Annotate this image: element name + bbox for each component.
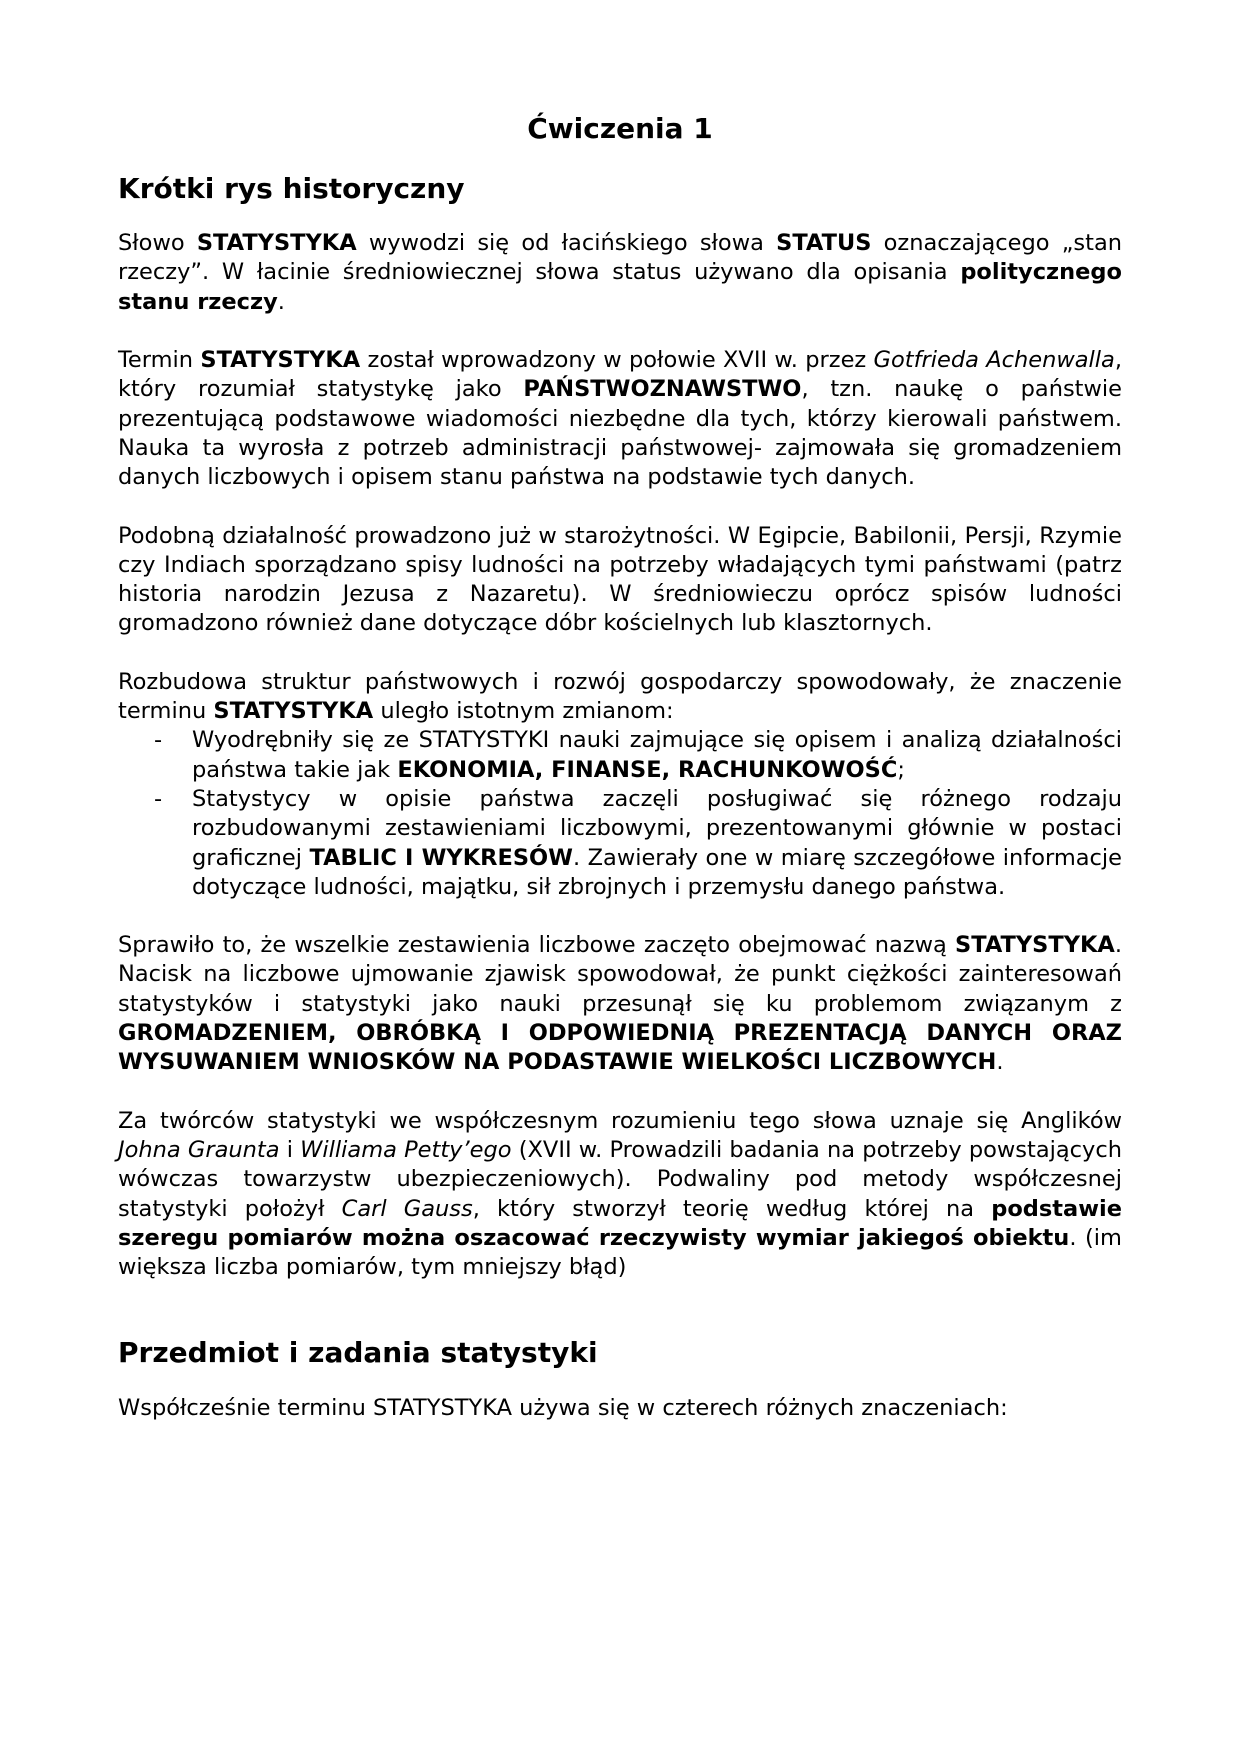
italic-name: Carl Gauss bbox=[341, 1195, 473, 1222]
bold-term: politycznego stanu rzeczy bbox=[118, 259, 1122, 315]
text-run: uległo istotnym zmianom: bbox=[373, 698, 674, 725]
text-run: Termin bbox=[118, 347, 201, 374]
paragraph-achenwall bbox=[118, 346, 1122, 492]
document-page bbox=[118, 112, 1122, 1452]
paragraph-meanings-intro: Współcześnie terminu STATYSTYKA używa się w czterech różnych znaczeniach: bbox=[118, 1394, 1008, 1421]
paragraph-etymology bbox=[118, 229, 1122, 317]
text-run: wywodzi się od łacińskiego słowa bbox=[356, 230, 777, 257]
bold-term: STATYSTYKA bbox=[213, 698, 374, 725]
text-run: Za twórców statystyki we współczesnym rozumieniu tego słowa uznaje się Anglików bbox=[118, 1107, 1122, 1134]
bold-term: STATUS bbox=[776, 230, 872, 257]
bold-term: STATYSTYKA bbox=[955, 932, 1115, 959]
text-run: Statystycy w opisie państwa zaczęli posługiwać się różnego rodzaju rozbudowanymi zestawieniami liczbowymi, prezentowanymi głównie w postaci graficznej bbox=[192, 785, 1122, 871]
text-run: . Zawierały one w miarę szczegółowe informacje dotyczące ludności, majątku, sił zbrojnych i przemysłu danego państwa. bbox=[192, 844, 1122, 900]
italic-name: Johna Graunta bbox=[118, 1136, 280, 1163]
paragraph-founders bbox=[118, 1107, 1122, 1283]
italic-name: Williama Petty’ego bbox=[300, 1136, 512, 1163]
bold-term: GROMADZENIEM, OBRÓBKĄ I ODPOWIEDNIĄ PREZENTACJĄ DANYCH ORAZ WYSUWANIEM WNIOSKÓW NA PODASTAWIE WIELKOŚCI LICZBOWYCH bbox=[118, 1020, 1122, 1076]
paragraph-development bbox=[118, 668, 1122, 727]
text-run: i bbox=[279, 1136, 301, 1163]
document-title: Ćwiczenia 1 bbox=[527, 112, 713, 145]
bold-term: STATYSTYKA bbox=[200, 347, 361, 374]
text-run: (XVII w. Prowadzili badania na potrzeby powstających wówczas towarzystw ubezpieczeniowych). Podwaliny pod metody współczesnej statystyki położył bbox=[118, 1136, 1122, 1222]
text-run: , tzn. naukę o państwie prezentującą podstawowe wiadomości niezbędne dla tych, którzy kierowali państwem. Nauka ta wyrosła z potrzeb administracji państwowej- zajmowała się gromadzeniem danych liczbowych i opisem stanu państwa na podstawie tych danych. bbox=[118, 376, 1122, 491]
bold-term: podstawie szeregu pomiarów można oszacować rzeczywisty wymiar jakiegoś obiektu bbox=[118, 1195, 1122, 1251]
text-run: , który stworzył teorię według której na bbox=[472, 1195, 992, 1222]
text-run: został wprowadzony w połowie XVII w. przez bbox=[360, 347, 874, 374]
section-heading-history: Krótki rys historyczny bbox=[118, 171, 465, 205]
text-run: Sprawiło to, że wszelkie zestawienia liczbowe zaczęto obejmować nazwą bbox=[118, 932, 956, 959]
text-run: ; bbox=[897, 756, 905, 783]
text-run: . bbox=[277, 288, 285, 315]
section-heading-subject: Przedmiot i zadania statystyki bbox=[118, 1336, 598, 1370]
bold-term: PAŃSTWOZNAWSTWO bbox=[523, 376, 802, 403]
bold-term: EKONOMIA, FINANSE, RACHUNKOWOŚĆ bbox=[397, 756, 898, 783]
text-run: Słowo bbox=[118, 230, 197, 257]
changes-list bbox=[118, 726, 1122, 902]
text-run: . (im większa liczba pomiarów, tym mniejszy błąd) bbox=[118, 1224, 1122, 1281]
text-run: Wyodrębniły się ze STATYSTYKI nauki zajmujące się opisem i analizą działalności państwa takie jak bbox=[192, 727, 1122, 783]
text-run: . bbox=[996, 1049, 1004, 1076]
list-item bbox=[192, 726, 1122, 785]
italic-name: Gotfrieda Achenwalla bbox=[873, 347, 1115, 374]
text-run: Rozbudowa struktur państwowych i rozwój gospodarczy spowodowały, że znaczenie terminu bbox=[118, 668, 1122, 725]
paragraph-consequence bbox=[118, 931, 1122, 1077]
text-run: oznaczającego „stan rzeczy”. W łacinie średniowiecznej słowa status używano dla opisania bbox=[118, 230, 1123, 286]
bold-term: STATYSTYKA bbox=[196, 230, 357, 257]
paragraph-antiquity: Podobną działalność prowadzono już w starożytności. W Egipcie, Babilonii, Persji, Rzymie czy Indiach sporządzano spisy ludności na potrzeby władających tymi państwami (patrz historia narodzin Jezusa z Nazaretu). W średniowieczu oprócz spisów ludności gromadzono również dane dotyczące dóbr kościelnych lub klasztornych. bbox=[118, 522, 1122, 637]
list-item bbox=[192, 785, 1122, 902]
text-run: . Nacisk na liczbowe ujmowanie zjawisk spowodował, że punkt ciężkości zainteresowań statystyków i statystyki jako nauki przesunął się ku problemom związanym z bbox=[118, 932, 1122, 1017]
bold-term: TABLIC I WYKRESÓW bbox=[309, 844, 573, 871]
text-run: , który rozumiał statystykę jako bbox=[118, 347, 1122, 403]
